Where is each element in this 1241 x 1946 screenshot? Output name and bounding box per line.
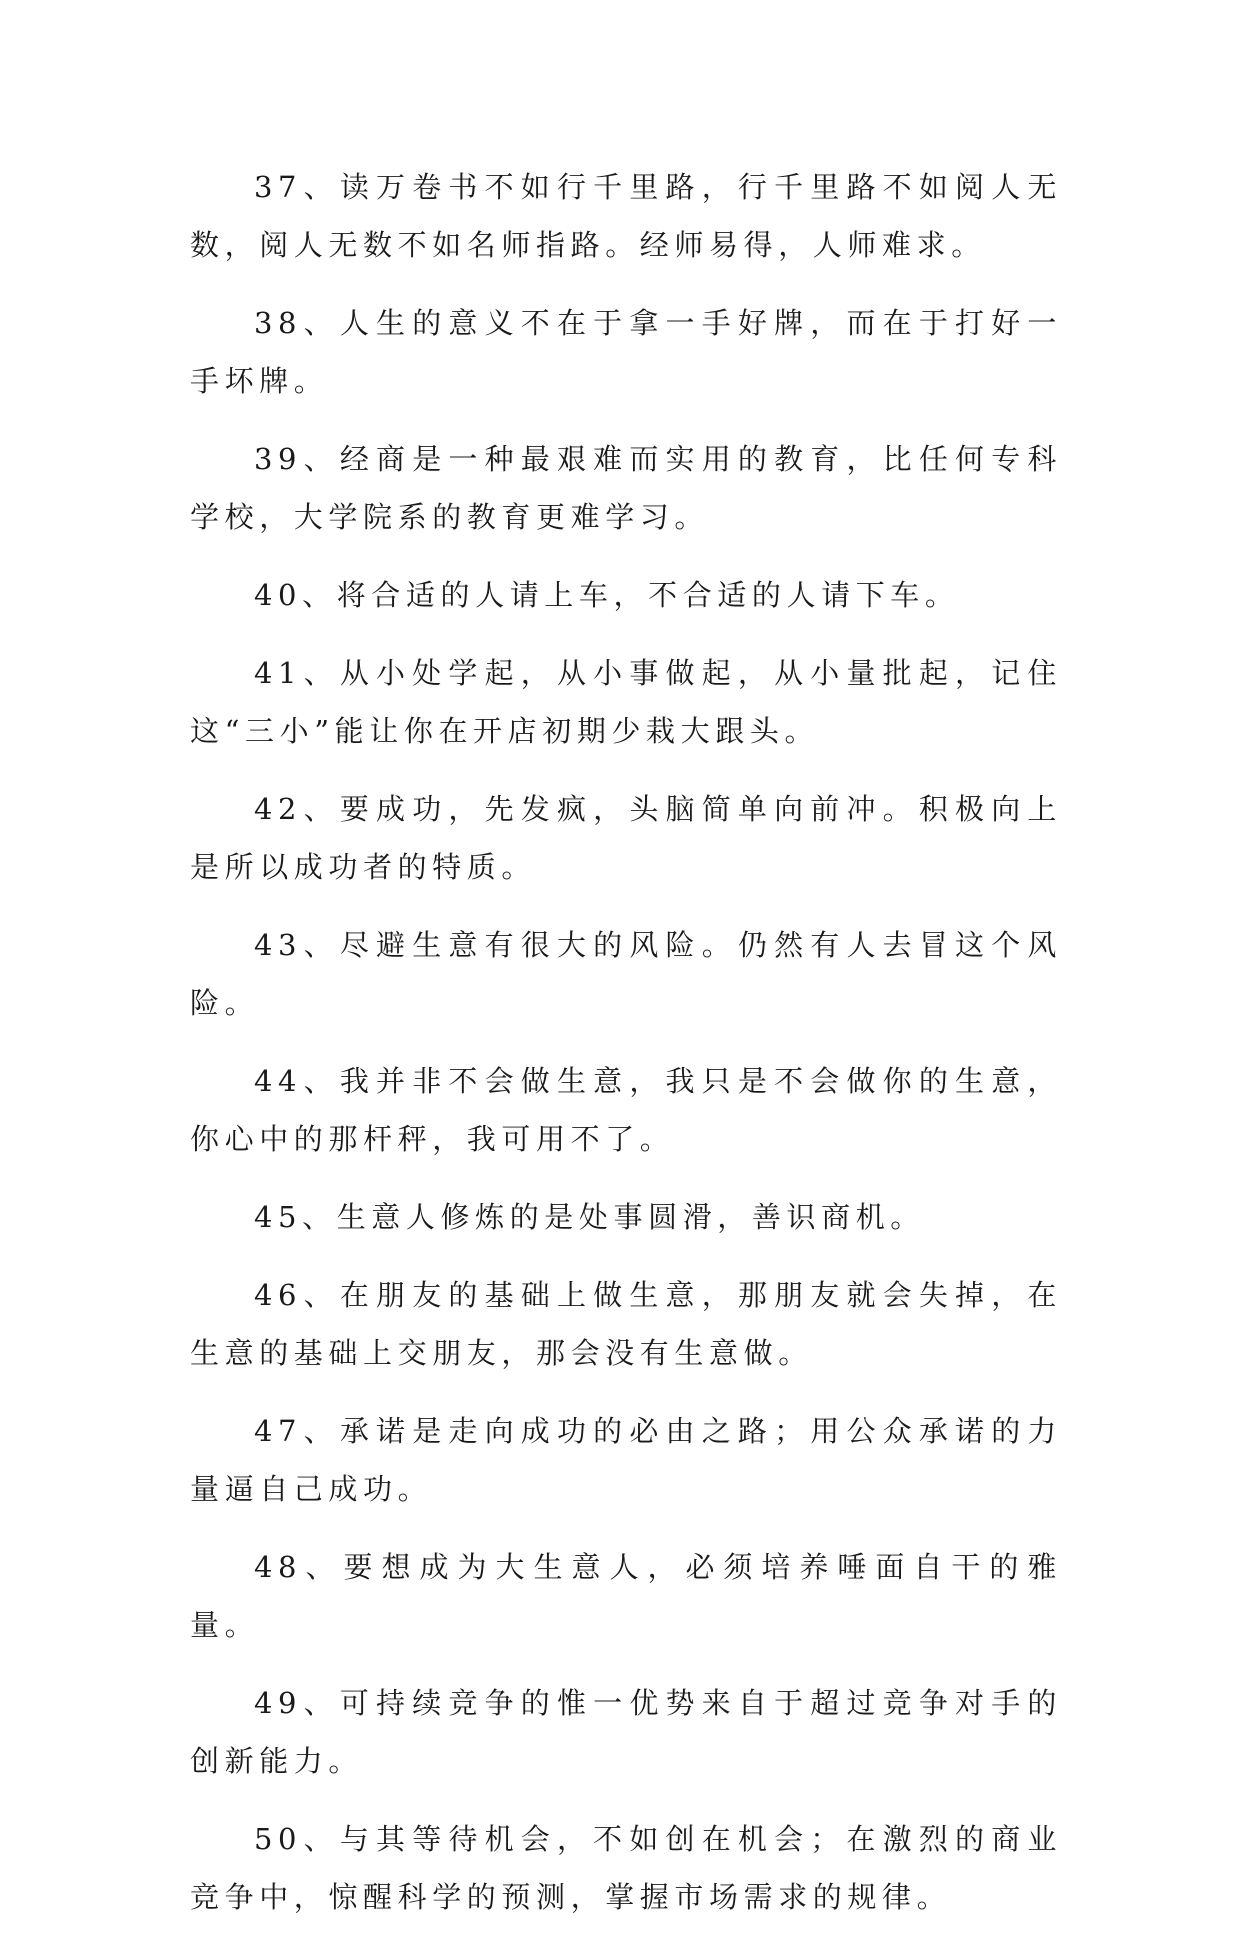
quote-paragraph-40: 40、将合适的人请上车，不合适的人请下车。 [254, 578, 960, 612]
document-page [190, 158, 1062, 1946]
quote-paragraph-42: 42、要成功，先发疯，头脑简单向前冲。积极向上是所以成功者的特质。 [190, 792, 1062, 884]
quote-paragraph-44: 44、我并非不会做生意，我只是不会做你的生意，你心中的那杆秤，我可用不了。 [190, 1064, 1062, 1156]
quote-paragraph-43: 43、尽避生意有很大的风险。仍然有人去冒这个风险。 [190, 928, 1062, 1020]
quote-paragraph-45: 45、生意人修炼的是处事圆滑，善识商机。 [254, 1200, 925, 1234]
quote-paragraph-49: 49、可持续竞争的惟一优势来自于超过竞争对手的创新能力。 [190, 1686, 1062, 1778]
quote-paragraph-39: 39、经商是一种最艰难而实用的教育，比任何专科学校，大学院系的教育更难学习。 [190, 442, 1062, 534]
quote-paragraph-41: 41、从小处学起，从小事做起，从小量批起，记住这“三小”能让你在开店初期少栽大跟头。 [190, 656, 1062, 748]
quote-paragraph-37: 37、读万卷书不如行千里路，行千里路不如阅人无数，阅人无数不如名师指路。经师易得，人师难求。 [190, 170, 1062, 262]
quote-paragraph-46: 46、在朋友的基础上做生意，那朋友就会失掉，在生意的基础上交朋友，那会没有生意做。 [190, 1278, 1062, 1370]
quote-paragraph-50: 50、与其等待机会，不如创在机会；在激烈的商业竞争中，惊醒科学的预测，掌握市场需求的规律。 [190, 1822, 1062, 1914]
quote-paragraph-48: 48、要想成为大生意人，必须培养唾面自干的雅量。 [190, 1550, 1062, 1642]
quote-paragraph-38: 38、人生的意义不在于拿一手好牌，而在于打好一手坏牌。 [190, 306, 1062, 398]
quote-paragraph-47: 47、承诺是走向成功的必由之路；用公众承诺的力量逼自己成功。 [190, 1414, 1062, 1506]
